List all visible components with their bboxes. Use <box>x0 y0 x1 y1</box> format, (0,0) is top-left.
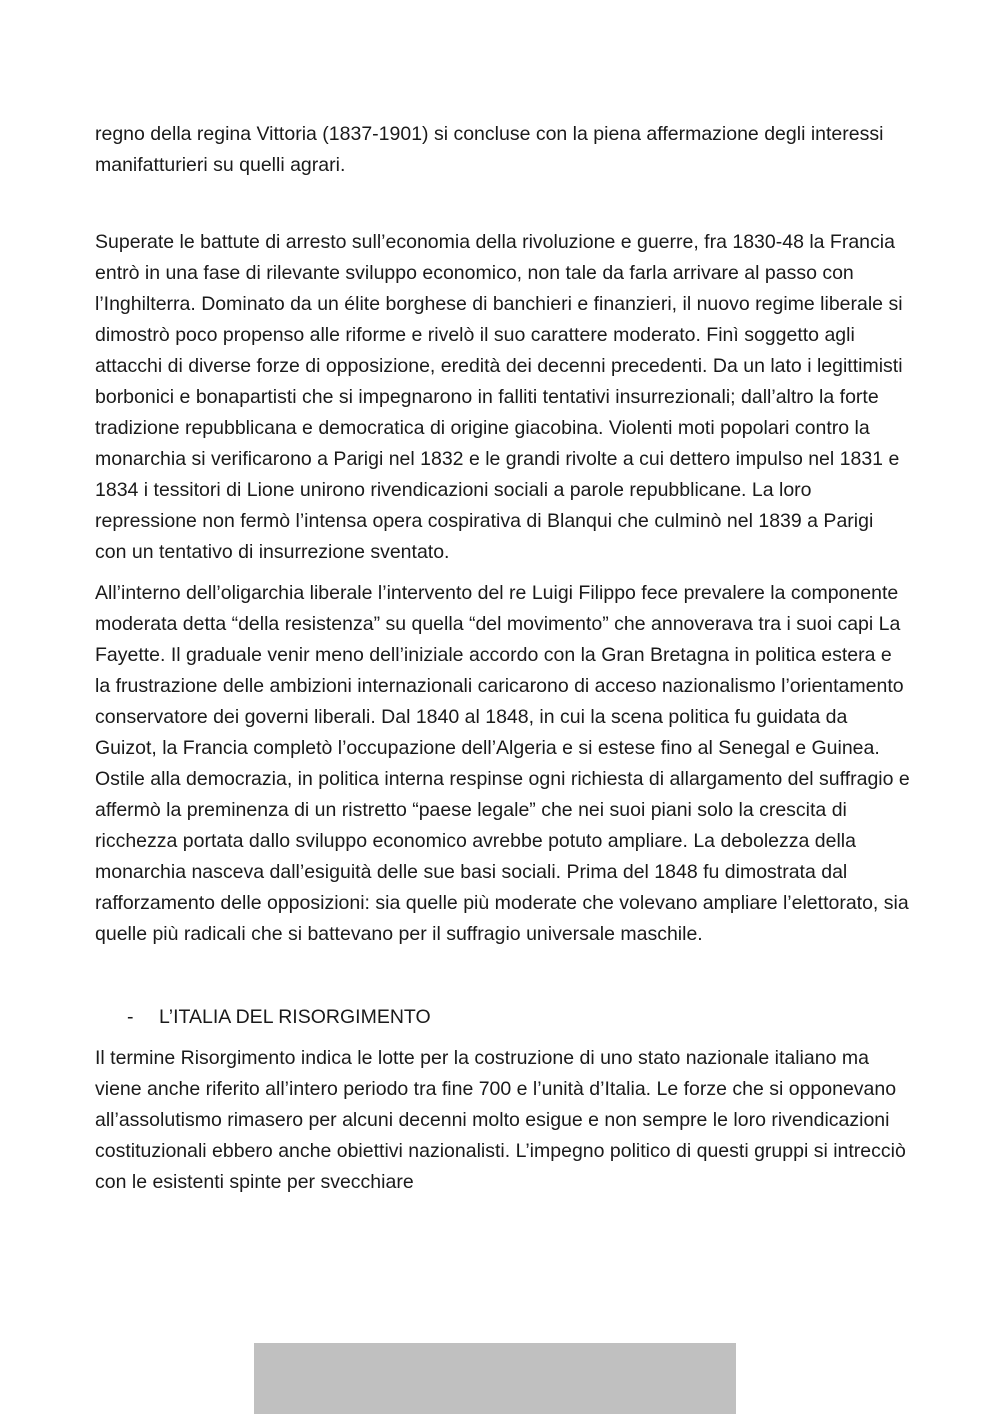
document-body <box>95 119 910 1198</box>
paragraph-france-economy: Superate le battute di arresto sull’economia della rivoluzione e guerre, fra 1830-48 la Francia entrò in una fase di rilevante sviluppo economico, non tale da farla arrivare al passo con l’Inghilterra. Dominato da un élite borghese di banchieri e finanzieri, il nuovo regime liberale si dimostrò poco propenso alle riforme e rivelò il suo carattere moderato. Finì soggetto agli attacchi di diverse forze di opposizione, eredità dei decenni precedenti. Da un lato i legittimisti borbonici e bonapartisti che si impegnarono in falliti tentativi insurrezionali; dall’altro la forte tradizione repubblicana e democratica di origine giacobina. Violenti moti popolari contro la monarchia si verificarono a Parigi nel 1832 e le grandi rivolte a cui dettero impulso nel 1831 e 1834 i tessitori di Lione unirono rivendicazioni sociali a parole repubblicane. La loro repressione non fermò l’intensa opera cospirativa di Blanqui che culminò nel 1839 a Parigi con un tentativo di insurrezione sventato. <box>95 231 903 563</box>
section-heading <box>95 1002 910 1033</box>
section-bullet: - <box>127 1006 134 1028</box>
paragraph-liberal-oligarchy: All’interno dell’oligarchia liberale l’intervento del re Luigi Filippo fece prevalere la componente moderata detta “della resistenza” su quella “del movimento” che annoverava tra i suoi capi La Fayette. Il graduale venir meno dell’iniziale accordo con la Gran Bretagna in politica estera e la frustrazione delle ambizioni internazionali caricarono di acceso nazionalismo l’orientamento conservatore dei governi liberali. Dal 1840 al 1848, in cui la scena politica fu guidata da Guizot, la Francia completò l’occupazione dell’Algeria e si estese fino al Senegal e Guinea. Ostile alla democrazia, in politica interna respinse ogni richiesta di allargamento del suffragio e affermò la preminenza di un ristretto “paese legale” che nei suoi piani solo la crescita di ricchezza portata dallo sviluppo economico avrebbe potuto ampliare. La debolezza della monarchia nasceva dall’esiguità delle sue basi sociali. Prima del 1848 fu dimostrata dal rafforzamento delle opposizioni: sia quelle più moderate che volevano ampliare l’elettorato, sia quelle più radicali che si battevano per il suffragio universale maschile. <box>95 582 910 945</box>
section-title: L’ITALIA DEL RISORGIMENTO <box>159 1006 431 1028</box>
paragraph-risorgimento: Il termine Risorgimento indica le lotte per la costruzione di uno stato nazionale italiano ma viene anche riferito all’intero periodo tra fine 700 e l’unità d’Italia. Le forze che si opponevano all’assolutismo rimasero per alcuni decenni molto esigue e non sempre le loro rivendicazioni costituzionali ebbero anche obiettivi nazionalisti. L’impegno politico di questi gruppi si intrecciò con le esistenti spinte per svecchiare <box>95 1047 906 1193</box>
footer-placeholder-box <box>254 1343 736 1414</box>
paragraph-victoria: regno della regina Vittoria (1837-1901) si concluse con la piena affermazione degli interessi manifatturieri su quelli agrari. <box>95 123 884 176</box>
